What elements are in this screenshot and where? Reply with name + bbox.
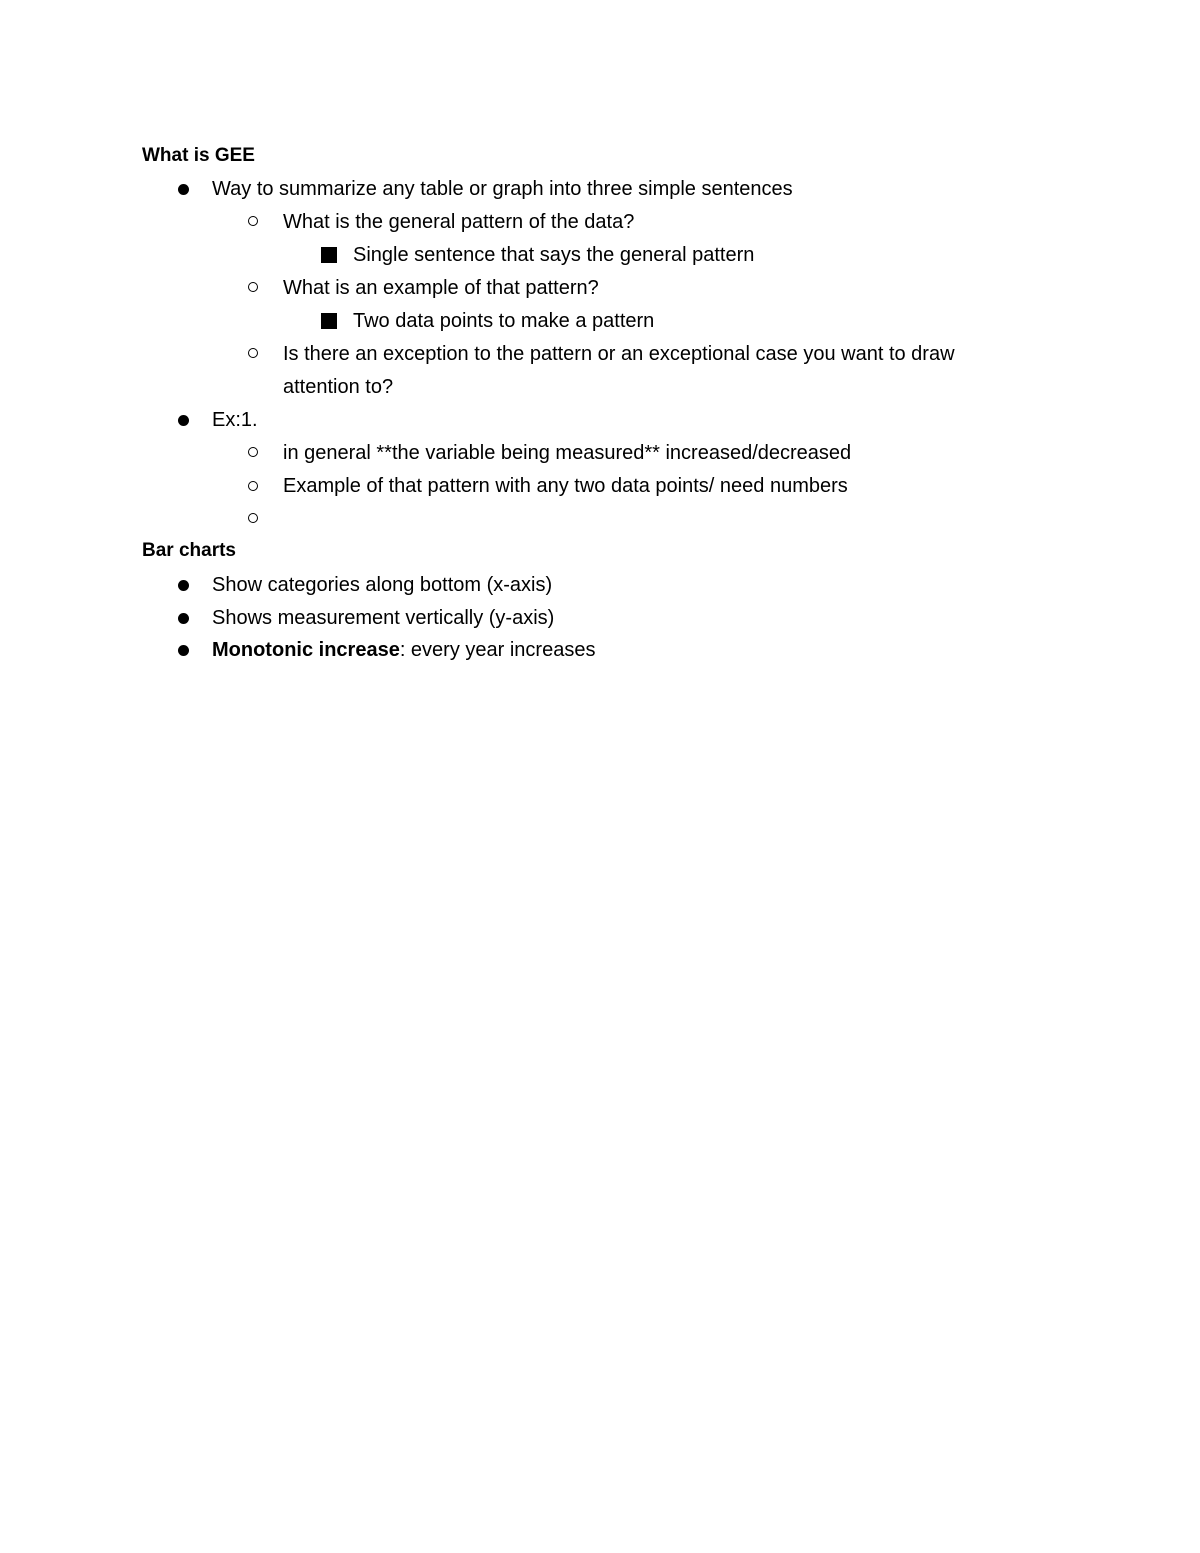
bullet-dot-icon xyxy=(178,645,189,656)
section-heading-bar-charts: Bar charts xyxy=(142,540,236,561)
list-item-example-numbers: Example of that pattern with any two data points/ need numbers xyxy=(283,475,848,497)
bullet-square-icon xyxy=(321,247,337,263)
list-item-single-sentence: Single sentence that says the general pattern xyxy=(353,244,755,266)
list-item-in-general: in general **the variable being measured** increased/decreased xyxy=(283,442,852,464)
list-item-categories: Show categories along bottom (x-axis) xyxy=(212,574,553,596)
list-item-summarize: Way to summarize any table or graph into three simple sentences xyxy=(212,178,793,200)
list-item-general-pattern: What is the general pattern of the data? xyxy=(283,211,635,233)
bullet-dot-icon xyxy=(178,580,189,591)
list-item-example-1: Ex:1. xyxy=(212,409,258,431)
section-heading-gee: What is GEE xyxy=(142,145,255,166)
definition-monotonic-increase: : every year increases xyxy=(399,639,596,661)
bullet-circle-icon xyxy=(248,481,258,491)
list-item-exception-line1: Is there an exception to the pattern or an exceptional case you want to draw xyxy=(283,343,955,365)
list-item-monotonic xyxy=(212,638,595,662)
bullet-dot-icon xyxy=(178,415,189,426)
term-monotonic-increase: Monotonic increase xyxy=(212,639,400,661)
list-item-two-data-points: Two data points to make a pattern xyxy=(353,310,655,332)
bullet-circle-icon xyxy=(248,348,258,358)
bullet-circle-icon xyxy=(248,447,258,457)
list-item-measurement: Shows measurement vertically (y-axis) xyxy=(212,607,555,629)
list-item-example-pattern: What is an example of that pattern? xyxy=(283,277,599,299)
bullet-circle-icon xyxy=(248,216,258,226)
bullet-dot-icon xyxy=(178,184,189,195)
bullet-circle-icon xyxy=(248,513,258,523)
bullet-circle-icon xyxy=(248,282,258,292)
list-item-exception-line2: attention to? xyxy=(283,376,394,398)
bullet-square-icon xyxy=(321,313,337,329)
bullet-dot-icon xyxy=(178,613,189,624)
